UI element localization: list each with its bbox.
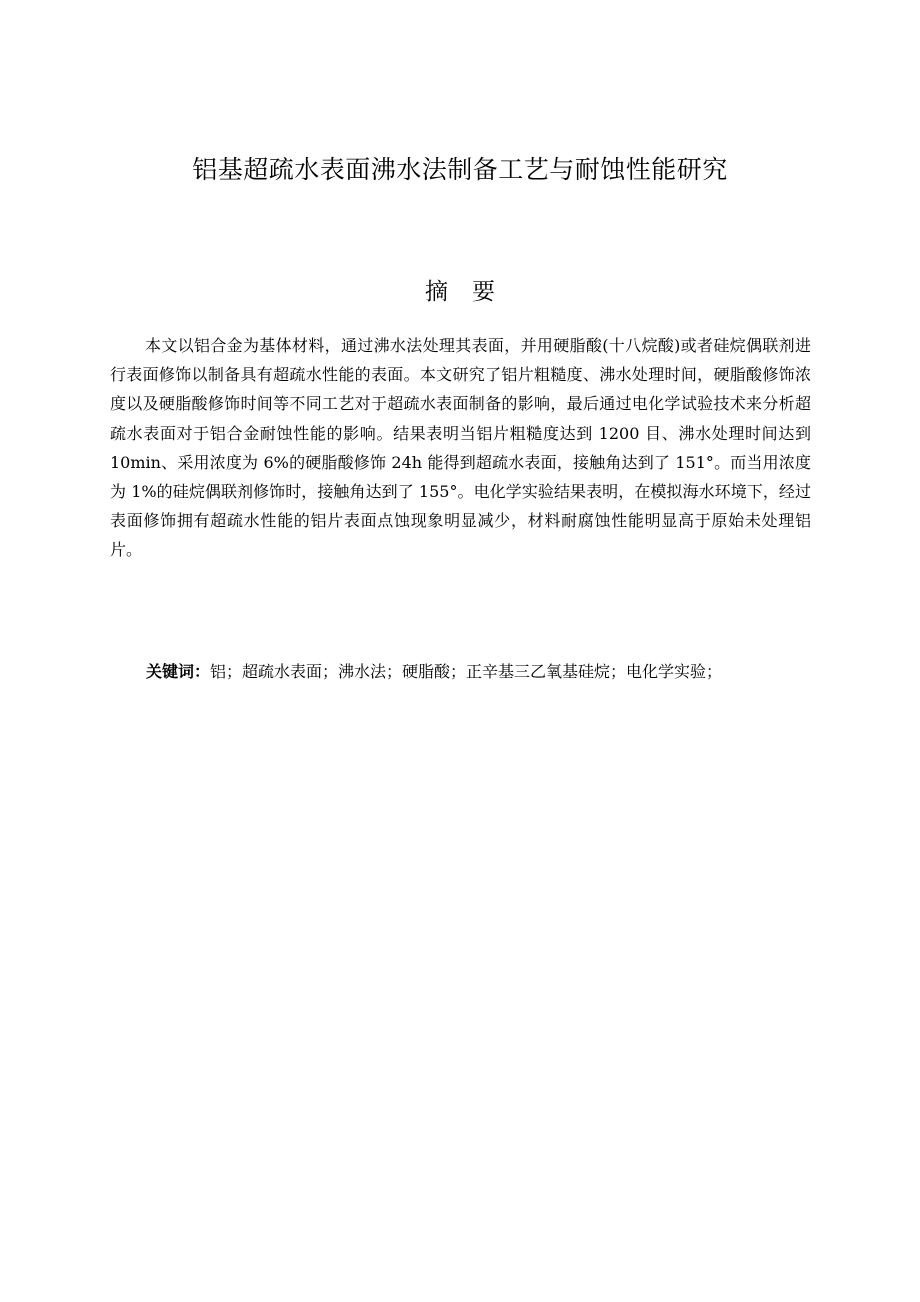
keywords-label: 关键词： [146,662,211,681]
keywords-line [146,657,826,686]
paper-title: 铝基超疏水表面沸水法制备工艺与耐蚀性能研究 [192,155,728,184]
abstract-body: 本文以铝合金为基体材料，通过沸水法处理其表面，并用硬脂酸(十八烷酸)或者硅烷偶联剂进行表面修饰以制备具有超疏水性能的表面。本文研究了铝片粗糙度、沸水处理时间，硬脂酸修饰浓度以及硬脂酸修饰时间等不同工艺对于超疏水表面制备的影响，最后通过电化学试验技术来分析超疏水表面对于铝合金耐蚀性能的影响。结果表明当铝片粗糙度达到 1200 目、沸水处理时间达到 10min、采用浓度为 6%的硬脂酸修饰 24h 能得到超疏水表面，接触角达到了 151°。而当用浓度为 1%的硅烷偶联剂修饰时，接触角达到了 155°。电化学实验结果表明，在模拟海水环境下，经过表面修饰拥有超疏水性能的铝片表面点蚀现象明显减少，材料耐腐蚀性能明显高于原始未处理铝片。 [110,336,811,560]
abstract-heading-char-2: 要 [472,279,495,305]
abstract-heading [0,276,920,308]
abstract-heading-char-1: 摘 [425,279,448,305]
keywords-text: 铝；超疏水表面；沸水法；硬脂酸；正辛基三乙氧基硅烷；电化学实验； [210,662,723,681]
